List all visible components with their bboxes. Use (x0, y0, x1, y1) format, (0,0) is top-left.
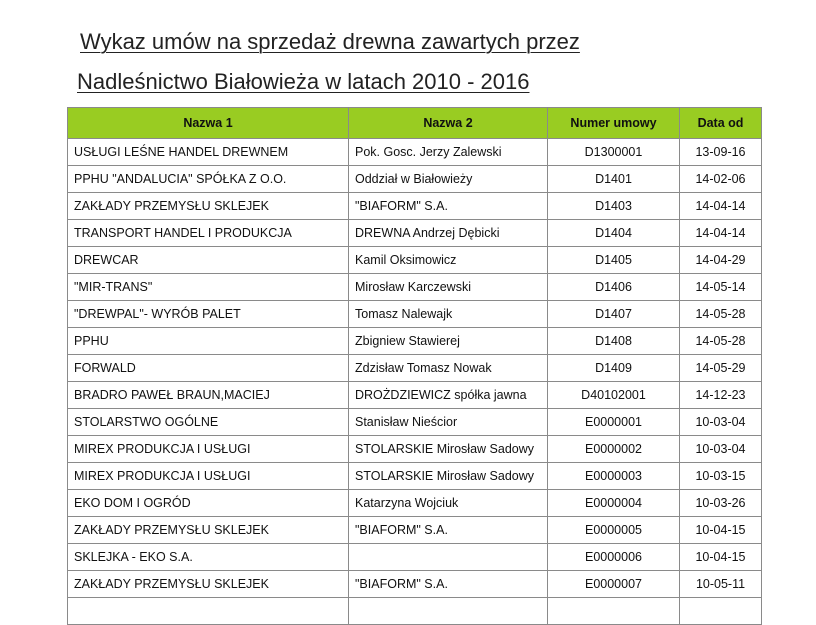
cell-nazwa-1: TRANSPORT HANDEL I PRODUKCJA (68, 220, 349, 247)
cell-nazwa-1: SKLEJKA - EKO S.A. (68, 544, 349, 571)
cell-data-od: 14-04-14 (680, 220, 762, 247)
cell-numer-umowy: D1405 (548, 247, 680, 274)
cell-numer-umowy: E0000003 (548, 463, 680, 490)
cell-nazwa-1: EKO DOM I OGRÓD (68, 490, 349, 517)
table-row (68, 517, 762, 544)
cell-numer-umowy: D1300001 (548, 139, 680, 166)
cell-data-od: 10-04-15 (680, 544, 762, 571)
cell-nazwa-1: STOLARSTWO OGÓLNE (68, 409, 349, 436)
cell-numer-umowy: D1407 (548, 301, 680, 328)
cell-nazwa-1: MIREX PRODUKCJA I USŁUGI (68, 463, 349, 490)
cell-nazwa-2: Pok. Gosc. Jerzy Zalewski (349, 139, 548, 166)
table-row (68, 463, 762, 490)
cell-data-od: 14-12-23 (680, 382, 762, 409)
cell-data-od: 14-05-28 (680, 328, 762, 355)
column-header-numer-umowy[interactable]: Numer umowy (548, 108, 680, 139)
cell-nazwa-1: USŁUGI LEŚNE HANDEL DREWNEM (68, 139, 349, 166)
cell-nazwa-1: PPHU (68, 328, 349, 355)
cell-nazwa-1: PPHU "ANDALUCIA" SPÓŁKA Z O.O. (68, 166, 349, 193)
cell-data-od: 10-05-11 (680, 571, 762, 598)
cell-data-od: 14-02-06 (680, 166, 762, 193)
table-row (68, 571, 762, 598)
cell-numer-umowy: E0000004 (548, 490, 680, 517)
cell-nazwa-1: ZAKŁADY PRZEMYSŁU SKLEJEK (68, 571, 349, 598)
cell-data-od (680, 598, 762, 625)
table-row (68, 274, 762, 301)
cell-nazwa-2: Kamil Oksimowicz (349, 247, 548, 274)
cell-nazwa-1: "MIR-TRANS" (68, 274, 349, 301)
cell-data-od: 10-03-15 (680, 463, 762, 490)
cell-data-od: 10-03-04 (680, 409, 762, 436)
cell-nazwa-2: Mirosław Karczewski (349, 274, 548, 301)
table-row (68, 166, 762, 193)
cell-nazwa-1: FORWALD (68, 355, 349, 382)
table-row (68, 355, 762, 382)
table-row (68, 598, 762, 625)
cell-nazwa-2 (349, 598, 548, 625)
cell-nazwa-1 (68, 598, 349, 625)
cell-data-od: 14-05-14 (680, 274, 762, 301)
cell-data-od: 14-04-14 (680, 193, 762, 220)
cell-nazwa-1: ZAKŁADY PRZEMYSŁU SKLEJEK (68, 193, 349, 220)
table-row (68, 193, 762, 220)
cell-numer-umowy: E0000005 (548, 517, 680, 544)
table-row (68, 436, 762, 463)
cell-nazwa-2: DROŻDZIEWICZ spółka jawna (349, 382, 548, 409)
cell-data-od: 14-05-28 (680, 301, 762, 328)
column-header-nazwa-1[interactable]: Nazwa 1 (68, 108, 349, 139)
table-row (68, 409, 762, 436)
cell-nazwa-2: Oddział w Białowieży (349, 166, 548, 193)
cell-nazwa-2: "BIAFORM" S.A. (349, 571, 548, 598)
table-row (68, 328, 762, 355)
cell-numer-umowy: E0000007 (548, 571, 680, 598)
column-header-data-od[interactable]: Data od (680, 108, 762, 139)
cell-nazwa-2: Zbigniew Stawierej (349, 328, 548, 355)
cell-numer-umowy: D1408 (548, 328, 680, 355)
cell-nazwa-2: STOLARSKIE Mirosław Sadowy (349, 436, 548, 463)
cell-numer-umowy: D1404 (548, 220, 680, 247)
document-title-line-2: Nadleśnictwo Białowieża w latach 2010 - 2016 (77, 69, 530, 94)
cell-data-od: 14-05-29 (680, 355, 762, 382)
table-row (68, 544, 762, 571)
cell-nazwa-1: DREWCAR (68, 247, 349, 274)
cell-nazwa-2: DREWNA Andrzej Dębicki (349, 220, 548, 247)
cell-numer-umowy: D1409 (548, 355, 680, 382)
table-row (68, 220, 762, 247)
document-title-line-1: Wykaz umów na sprzedaż drewna zawartych przez (80, 29, 580, 54)
cell-numer-umowy: D40102001 (548, 382, 680, 409)
cell-nazwa-2: "BIAFORM" S.A. (349, 517, 548, 544)
cell-data-od: 13-09-16 (680, 139, 762, 166)
table-row (68, 382, 762, 409)
table-row (68, 301, 762, 328)
cell-nazwa-2: Katarzyna Wojciuk (349, 490, 548, 517)
cell-data-od: 10-03-04 (680, 436, 762, 463)
table-row (68, 139, 762, 166)
cell-nazwa-2: STOLARSKIE Mirosław Sadowy (349, 463, 548, 490)
cell-numer-umowy: D1403 (548, 193, 680, 220)
cell-data-od: 10-04-15 (680, 517, 762, 544)
cell-data-od: 14-04-29 (680, 247, 762, 274)
cell-nazwa-1: ZAKŁADY PRZEMYSŁU SKLEJEK (68, 517, 349, 544)
table-row (68, 247, 762, 274)
cell-nazwa-2 (349, 544, 548, 571)
cell-nazwa-2: Zdzisław Tomasz Nowak (349, 355, 548, 382)
cell-nazwa-2: Stanisław Nieścior (349, 409, 548, 436)
cell-numer-umowy: E0000001 (548, 409, 680, 436)
cell-nazwa-1: "DREWPAL"- WYRÓB PALET (68, 301, 349, 328)
cell-nazwa-1: BRADRO PAWEŁ BRAUN,MACIEJ (68, 382, 349, 409)
cell-numer-umowy: E0000006 (548, 544, 680, 571)
column-header-nazwa-2[interactable]: Nazwa 2 (349, 108, 548, 139)
cell-nazwa-2: "BIAFORM" S.A. (349, 193, 548, 220)
cell-numer-umowy: E0000002 (548, 436, 680, 463)
cell-numer-umowy (548, 598, 680, 625)
cell-data-od: 10-03-26 (680, 490, 762, 517)
contracts-table (67, 107, 762, 625)
table-row (68, 490, 762, 517)
cell-numer-umowy: D1406 (548, 274, 680, 301)
cell-numer-umowy: D1401 (548, 166, 680, 193)
header-row (68, 108, 762, 139)
cell-nazwa-1: MIREX PRODUKCJA I USŁUGI (68, 436, 349, 463)
cell-nazwa-2: Tomasz Nalewajk (349, 301, 548, 328)
